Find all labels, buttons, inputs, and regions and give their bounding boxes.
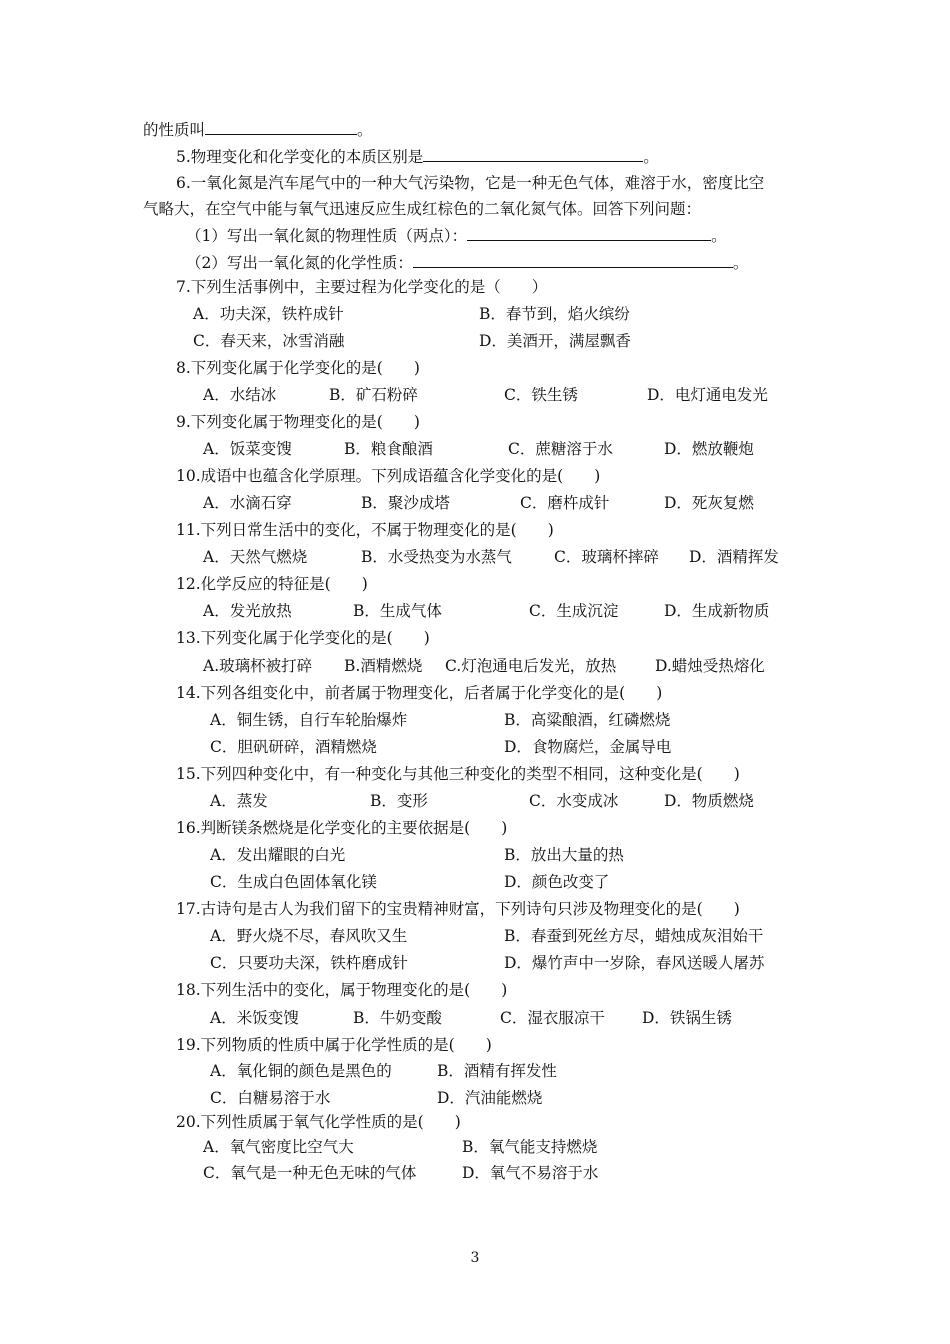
answer-option: D．氧气不易溶于水: [462, 1164, 599, 1182]
question-text: 10.成语中也蕴含化学原理。下列成语蕴含化学变化的是( ): [176, 467, 601, 485]
answer-option: C．水变成冰: [529, 792, 619, 810]
question-text: （2）写出一氧化氮的化学性质：: [186, 254, 413, 272]
question-text: 12.化学反应的特征是( ): [176, 575, 368, 593]
answer-option: B．春蚕到死丝方尽，蜡烛成灰泪始干: [504, 927, 764, 945]
answer-option: A．发光放热: [203, 602, 292, 620]
question-text: 16.判断镁条燃烧是化学变化的主要依据是( ): [176, 819, 508, 837]
answer-option: C．白糖易溶于水: [210, 1089, 331, 1107]
answer-option: C．磨杵成针: [520, 494, 610, 512]
answer-option: D．汽油能燃烧: [437, 1089, 543, 1107]
question-text: 。: [357, 121, 373, 139]
answer-option: C．春天来，冰雪消融: [193, 332, 345, 350]
answer-option: A．氧气密度比空气大: [203, 1138, 354, 1156]
answer-blank[interactable]: [423, 146, 643, 162]
answer-option: D．美酒开，满屋飘香: [479, 332, 631, 350]
answer-option: A．天然气燃烧: [203, 548, 308, 566]
answer-option: B．高粱酿酒，红磷燃烧: [504, 711, 671, 729]
answer-option: D．物质燃烧: [664, 792, 754, 810]
answer-option: C．氧气是一种无色无味的气体: [203, 1164, 417, 1182]
answer-option: D．颜色改变了: [504, 873, 610, 891]
answer-option: C．胆矾研碎，酒精燃烧: [210, 738, 377, 756]
answer-option: A．水结冰: [203, 386, 277, 404]
question-text: 5.物理变化和化学变化的本质区别是: [176, 148, 424, 166]
answer-option: D．酒精挥发: [689, 548, 779, 566]
answer-option: C．蔗糖溶于水: [508, 440, 613, 458]
answer-option: C．只要功夫深，铁杵磨成针: [210, 954, 408, 972]
question-text: 6.一氧化氮是汽车尾气中的一种大气污染物，它是一种无色气体，难溶于水，密度比空: [176, 174, 765, 192]
answer-blank[interactable]: [467, 225, 711, 241]
answer-option: A．野火烧不尽，春风吹又生: [210, 927, 408, 945]
answer-blank[interactable]: [205, 119, 357, 135]
question-text: 9.下列变化属于物理变化的是( ): [176, 413, 420, 431]
answer-option: A．发出耀眼的白光: [210, 846, 346, 864]
answer-option: B．春节到，焰火缤纷: [479, 305, 630, 323]
answer-blank[interactable]: [413, 252, 733, 268]
answer-option: A．水滴石穿: [203, 494, 292, 512]
answer-option: B．氧气能支持燃烧: [462, 1138, 598, 1156]
answer-option: D．燃放鞭炮: [664, 440, 754, 458]
question-text: 。: [711, 227, 727, 245]
answer-option: D．死灰复燃: [664, 494, 754, 512]
answer-option: C．玻璃杯摔碎: [554, 548, 659, 566]
question-text: 18.下列生活中的变化，属于物理变化的是( ): [176, 981, 508, 999]
answer-option: D．铁锅生锈: [642, 1009, 732, 1027]
answer-option: D.蜡烛受热熔化: [655, 657, 765, 675]
answer-option: A．饭菜变馊: [203, 440, 292, 458]
answer-option: B．粮食酿酒: [344, 440, 433, 458]
question-text: 11.下列日常生活中的变化，不属于物理变化的是( ): [176, 521, 554, 539]
question-text: 15.下列四种变化中，有一种变化与其他三种变化的类型不相同，这种变化是( ): [176, 765, 740, 783]
answer-option: B．水受热变为水蒸气: [361, 548, 512, 566]
answer-option: C.灯泡通电后发光，放热: [445, 657, 617, 675]
question-text: 的性质叫: [143, 121, 206, 139]
answer-option: D．电灯通电发光: [647, 386, 768, 404]
answer-option: C．生成白色固体氧化镁: [210, 873, 377, 891]
answer-option: B．变形: [370, 792, 428, 810]
answer-option: B．放出大量的热: [504, 846, 624, 864]
answer-option: A．铜生锈，自行车轮胎爆炸: [210, 711, 408, 729]
question-text: 14.下列各组变化中，前者属于物理变化，后者属于化学变化的是( ): [176, 684, 663, 702]
answer-option: D．生成新物质: [664, 602, 770, 620]
question-text: 17.古诗句是古人为我们留下的宝贵精神财富，下列诗句只涉及物理变化的是( ): [176, 900, 740, 918]
answer-option: B．牛奶变酸: [353, 1009, 442, 1027]
page-number: 3: [470, 1250, 480, 1266]
answer-option: C．湿衣服凉干: [500, 1009, 605, 1027]
answer-option: A.玻璃杯被打碎: [203, 657, 313, 675]
question-text: 8.下列变化属于化学变化的是( ): [176, 359, 420, 377]
answer-option: B．酒精有挥发性: [437, 1062, 557, 1080]
question-text: 气略大，在空气中能与氧气迅速反应生成红棕色的二氧化氮气体。回答下列问题：: [143, 200, 702, 218]
answer-option: B.酒精燃烧: [344, 657, 423, 675]
question-text: 。: [643, 148, 659, 166]
question-text: 13.下列变化属于化学变化的是( ): [176, 629, 430, 647]
answer-option: A．功夫深，铁杵成针: [193, 305, 344, 323]
answer-option: A．米饭变馊: [210, 1009, 299, 1027]
answer-option: B．生成气体: [353, 602, 442, 620]
answer-option: C．铁生锈: [504, 386, 578, 404]
answer-option: D．食物腐烂，金属导电: [504, 738, 672, 756]
answer-option: B．矿石粉碎: [329, 386, 418, 404]
answer-option: C．生成沉淀: [529, 602, 619, 620]
question-text: 19.下列物质的性质中属于化学性质的是( ): [176, 1036, 492, 1054]
question-text: 。: [732, 254, 749, 272]
answer-option: B．聚沙成塔: [361, 494, 450, 512]
answer-option: A．氧化铜的颜色是黑色的: [210, 1062, 392, 1080]
question-text: 7.下列生活事例中，主要过程为化学变化的是（ ）: [176, 278, 548, 296]
answer-option: A．蒸发: [210, 792, 268, 810]
question-text: 20.下列性质属于氧气化学性质的是( ): [176, 1113, 461, 1131]
question-text: （1）写出一氧化氮的物理性质（两点）：: [186, 227, 468, 245]
answer-option: D．爆竹声中一岁除，春风送暖人屠苏: [504, 954, 765, 972]
